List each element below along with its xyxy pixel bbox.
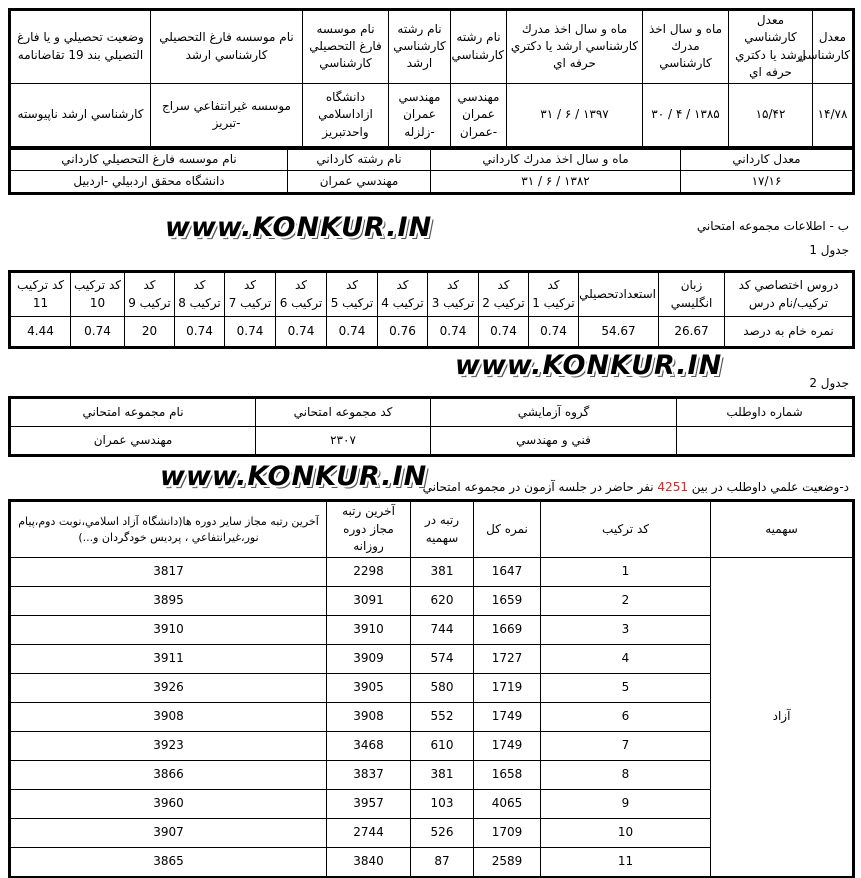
section-d-suffix: نفر حاضر در جلسه آزمون در مجموعه امتحاني <box>422 480 654 494</box>
header-cell: معدل كارشناسي <box>813 11 853 84</box>
daily-cell: 3837 <box>327 761 411 790</box>
score-cell: 1709 <box>474 819 541 848</box>
header-cell: نام موسسه فارغ التحصيلي كارداني <box>11 149 288 171</box>
value-cell: مهندسي عمران <box>11 427 256 455</box>
value-cell: ۱۵/۴۲ <box>729 83 813 147</box>
code-cell: 5 <box>541 674 711 703</box>
score-cell: 1749 <box>474 732 541 761</box>
score-cell: 20 <box>125 317 175 347</box>
score-cell: 1727 <box>474 645 541 674</box>
col-header: كد تركيب 7 <box>225 273 276 317</box>
code-cell: 2 <box>541 587 711 616</box>
code-cell: 8 <box>541 761 711 790</box>
exam-group-table <box>10 398 853 455</box>
section-d-title <box>423 480 849 494</box>
section-d-prefix: د-وضعيت علمي داوطلب در بين <box>691 480 849 494</box>
table-row <box>11 558 853 587</box>
daily-cell: 2744 <box>327 819 411 848</box>
col-header: كد تركيب 10 <box>71 273 125 317</box>
value-cell: دانشگاه ازاداسلامي واحدتبريز <box>303 83 389 147</box>
value-cell: فني و مهندسي <box>431 427 677 455</box>
score-cell: 0.74 <box>529 317 579 347</box>
score-cell: 2589 <box>474 848 541 877</box>
header-cell: نام موسسه فارغ التحصيلي كارشناسي <box>303 11 389 84</box>
watermark-logo: www.KONKUR.IN <box>160 461 428 492</box>
other-cell: 3926 <box>11 674 327 703</box>
exam-group-value-row <box>11 427 853 455</box>
col-header: كد تركيب 11 <box>11 273 71 317</box>
header-cell: رتبه در سهميه <box>411 502 474 558</box>
header-cell: معدل كارشناسي ارشد يا دكتري حرفه اي <box>729 11 813 84</box>
value-cell: ۱۳۸۵ / ۴ / ۳۰ <box>643 83 729 147</box>
rank-cell: 381 <box>411 761 474 790</box>
row-header: دروس اختصاصي كد تركيب/نام درس <box>725 273 853 317</box>
daily-cell: 3468 <box>327 732 411 761</box>
score-cell: 4065 <box>474 790 541 819</box>
other-cell: 3910 <box>11 616 327 645</box>
score-cell: 0.74 <box>71 317 125 347</box>
daily-cell: 3957 <box>327 790 411 819</box>
other-cell: 3960 <box>11 790 327 819</box>
code-cell: 7 <box>541 732 711 761</box>
code-cell: 11 <box>541 848 711 877</box>
other-cell: 3923 <box>11 732 327 761</box>
rank-cell: 580 <box>411 674 474 703</box>
daily-cell: 3091 <box>327 587 411 616</box>
code-cell: 10 <box>541 819 711 848</box>
other-cell: 3895 <box>11 587 327 616</box>
rank-cell: 526 <box>411 819 474 848</box>
value-cell: مهندسي عمران <box>288 171 431 193</box>
value-cell <box>677 427 853 455</box>
section-b-title: ب - اطلاعات مجموعه امتحاني <box>696 219 849 233</box>
row-label: نمره خام به درصد <box>725 317 853 347</box>
header-cell: وضعيت تحصيلي و يا فارغ التصيلي بند 19 تقاضانامه <box>11 11 151 84</box>
kardani-value-row <box>11 171 853 193</box>
col-header: كد تركيب 6 <box>276 273 327 317</box>
ranks-header-row <box>11 502 853 558</box>
header-cell: ماه و سال اخذ مدرك كارشناسي <box>643 11 729 84</box>
code-cell: 1 <box>541 558 711 587</box>
score-cell: 1659 <box>474 587 541 616</box>
header-cell: آخرين رتبه مجاز ساير دوره ها(دانشگاه آزاد اسلامي،نوبت دوم،پيام نور،غيرانتفاعي ، پرديس خودگردان و...) <box>11 502 327 558</box>
exam-group-header-row <box>11 399 853 427</box>
col-header: استعدادتحصيلي <box>579 273 659 317</box>
other-cell: 3907 <box>11 819 327 848</box>
col-header: كد تركيب 3 <box>428 273 479 317</box>
code-cell: 4 <box>541 645 711 674</box>
value-cell: موسسه غيرانتفاعي سراج -تبريز <box>151 83 303 147</box>
other-cell: 3911 <box>11 645 327 674</box>
header-cell: كد مجموعه امتحاني <box>256 399 431 427</box>
rank-cell: 103 <box>411 790 474 819</box>
daily-cell: 3905 <box>327 674 411 703</box>
daily-cell: 3908 <box>327 703 411 732</box>
col-header: كد تركيب 9 <box>125 273 175 317</box>
section-d-count: 4251 <box>657 480 688 494</box>
header-cell: معدل كارداني <box>681 149 853 171</box>
other-cell: 3908 <box>11 703 327 732</box>
header-cell: سهميه <box>711 502 853 558</box>
other-cell: 3866 <box>11 761 327 790</box>
col-header: كد تركيب 5 <box>327 273 378 317</box>
rank-cell: 87 <box>411 848 474 877</box>
daily-cell: 3910 <box>327 616 411 645</box>
rank-cell: 552 <box>411 703 474 732</box>
col-header: كد تركيب 2 <box>479 273 529 317</box>
header-cell: نام رشته كارشناسي ارشد <box>389 11 451 84</box>
kardani-table <box>10 148 853 193</box>
col-header: كد تركيب 8 <box>175 273 225 317</box>
table1-label: جدول 1 <box>809 243 849 257</box>
code-cell: 3 <box>541 616 711 645</box>
scores-header-row <box>11 273 853 317</box>
score-cell: 1719 <box>474 674 541 703</box>
value-cell: ۱۳۸۲ / ۶ / ۳۱ <box>431 171 681 193</box>
score-cell: 1669 <box>474 616 541 645</box>
rank-cell: 620 <box>411 587 474 616</box>
score-cell: 26.67 <box>659 317 725 347</box>
watermark-logo: www.KONKUR.IN <box>165 212 433 243</box>
quota-cell: آزاد <box>711 558 853 877</box>
header-cell: شماره داوطلب <box>677 399 853 427</box>
score-cell: 1647 <box>474 558 541 587</box>
rank-cell: 574 <box>411 645 474 674</box>
rank-cell: 610 <box>411 732 474 761</box>
code-cell: 6 <box>541 703 711 732</box>
education-header-row <box>11 11 853 84</box>
header-cell: ماه و سال اخذ مدرك كارشناسي ارشد يا دكتري حرفه اي <box>507 11 643 84</box>
header-cell: ماه و سال اخذ مدرك كارداني <box>431 149 681 171</box>
daily-cell: 3909 <box>327 645 411 674</box>
col-header: كد تركيب 4 <box>378 273 428 317</box>
other-cell: 3817 <box>11 558 327 587</box>
education-table <box>10 10 853 148</box>
ranks-table <box>10 501 853 877</box>
score-cell: 54.67 <box>579 317 659 347</box>
col-header: كد تركيب 1 <box>529 273 579 317</box>
score-cell: 0.74 <box>225 317 276 347</box>
score-cell: 4.44 <box>11 317 71 347</box>
rank-cell: 381 <box>411 558 474 587</box>
value-cell: ۱۴/۷۸ <box>813 83 853 147</box>
education-value-row <box>11 83 853 147</box>
header-cell: نمره كل <box>474 502 541 558</box>
daily-cell: 3840 <box>327 848 411 877</box>
other-cell: 3865 <box>11 848 327 877</box>
header-cell: كد تركيب <box>541 502 711 558</box>
score-cell: 0.74 <box>479 317 529 347</box>
kardani-header-row <box>11 149 853 171</box>
header-cell: آخرين رتبه مجاز دوره روزانه <box>327 502 411 558</box>
score-cell: 1658 <box>474 761 541 790</box>
value-cell: دانشگاه محقق اردبيلي -اردبيل <box>11 171 288 193</box>
scores-table <box>10 272 853 347</box>
value-cell: ۲۳۰۷ <box>256 427 431 455</box>
value-cell: مهندسي عمران -زلزله <box>389 83 451 147</box>
rank-cell: 744 <box>411 616 474 645</box>
table2-label: جدول 2 <box>809 376 849 390</box>
code-cell: 9 <box>541 790 711 819</box>
score-cell: 0.74 <box>327 317 378 347</box>
value-cell: كارشناسي ارشد ناپيوسته <box>11 83 151 147</box>
scores-value-row <box>11 317 853 347</box>
value-cell: ۱۳۹۷ / ۶ / ۳۱ <box>507 83 643 147</box>
score-cell: 0.74 <box>175 317 225 347</box>
score-cell: 0.74 <box>428 317 479 347</box>
header-cell: گروه آزمايشي <box>431 399 677 427</box>
value-cell: مهندسي عمران -عمران <box>451 83 507 147</box>
header-cell: نام موسسه فارغ التحصيلي كارشناسي ارشد <box>151 11 303 84</box>
score-cell: 0.74 <box>276 317 327 347</box>
value-cell: ۱۷/۱۶ <box>681 171 853 193</box>
header-cell: نام مجموعه امتحاني <box>11 399 256 427</box>
col-header: زبان انگليسي <box>659 273 725 317</box>
header-cell: نام رشته كارشناسي <box>451 11 507 84</box>
header-cell: نام رشته كارداني <box>288 149 431 171</box>
score-cell: 0.76 <box>378 317 428 347</box>
watermark-logo: www.KONKUR.IN <box>455 350 723 381</box>
score-cell: 1749 <box>474 703 541 732</box>
daily-cell: 2298 <box>327 558 411 587</box>
